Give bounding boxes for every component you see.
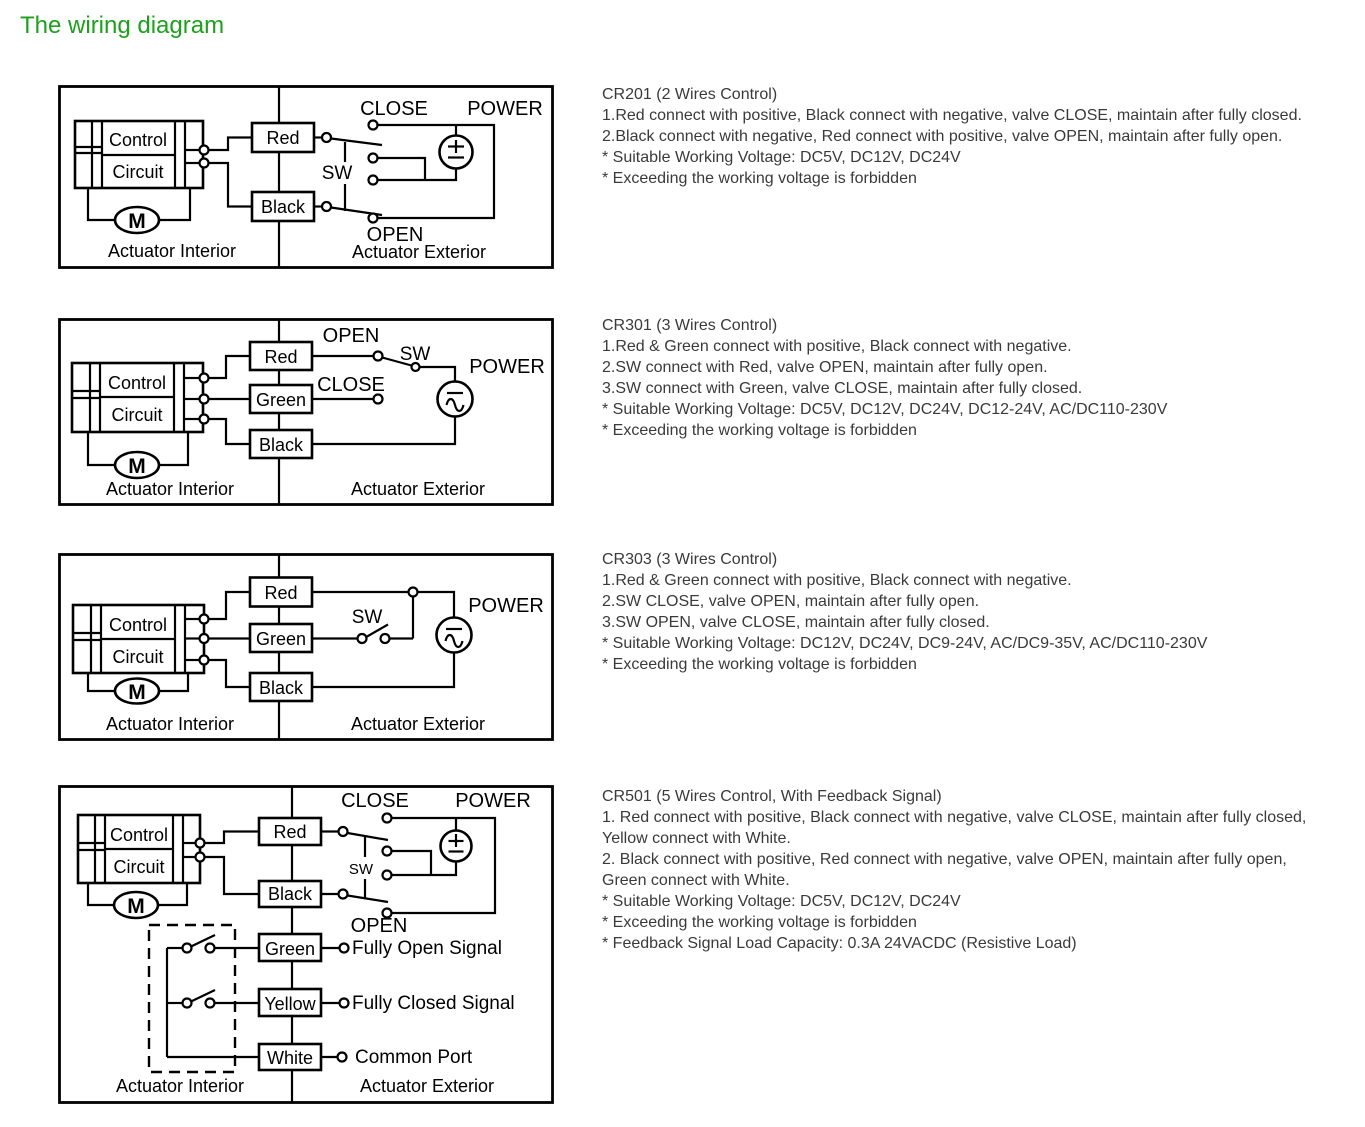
common-port-label: Common Port	[355, 1047, 473, 1068]
black-wire-label: Black	[258, 435, 304, 455]
description-line: * Feedback Signal Load Capacity: 0.3A 24VACDC (Resistive Load)	[602, 935, 1077, 952]
motor-label: M	[127, 895, 145, 918]
green-wire-box	[250, 385, 312, 413]
close-label: CLOSE	[317, 374, 385, 396]
description-line: 3.SW OPEN, valve CLOSE, maintain after fully closed.	[602, 614, 990, 631]
description-line: * Suitable Working Voltage: DC5V, DC12V, DC24V, DC12-24V, AC/DC110-230V	[602, 401, 1168, 418]
close-contact	[383, 814, 392, 823]
red-wire-box	[252, 123, 314, 152]
sw-label: SW	[321, 163, 353, 184]
power-label: POWER	[455, 790, 531, 812]
power-label: POWER	[467, 98, 543, 120]
black-wire-box	[252, 192, 314, 221]
white-wire-box	[259, 1044, 321, 1070]
contact	[383, 871, 392, 880]
red-wire-label: Red	[264, 347, 298, 367]
contact	[381, 634, 390, 643]
black-wire-label: Black	[258, 678, 304, 698]
motor-label: M	[128, 455, 146, 478]
white-wire-label: White	[266, 1048, 314, 1068]
motor-label: M	[128, 210, 146, 233]
description-line: 1.Red connect with positive, Black connect with negative, valve CLOSE, maintain after fully closed.	[602, 107, 1302, 124]
control-circuit-box	[75, 121, 209, 188]
cr301-description	[602, 315, 1167, 441]
cr201-schematic	[58, 85, 554, 269]
circuit-label: Circuit	[111, 405, 163, 425]
control-circuit-box	[72, 363, 209, 432]
terminal	[340, 944, 349, 953]
control-label: Control	[108, 615, 168, 635]
motor-label: M	[128, 681, 146, 704]
description-line: 1. Red connect with positive, Black connect with negative, valve CLOSE, maintain after fully closed,	[602, 809, 1307, 826]
red-wire-label: Red	[266, 128, 300, 148]
open-contact	[374, 352, 383, 361]
open-label: OPEN	[350, 915, 408, 937]
description-line: * Exceeding the working voltage is forbidden	[602, 914, 917, 931]
description-line: * Exceeding the working voltage is forbidden	[602, 170, 917, 187]
open-label: OPEN	[322, 325, 380, 347]
control-label: Control	[109, 825, 169, 845]
green-wire-label: Green	[255, 390, 307, 410]
terminal	[200, 415, 209, 424]
terminal	[196, 839, 205, 848]
black-wire-label: Black	[260, 197, 306, 217]
ac-source-icon	[438, 382, 473, 417]
sw-label: SW	[399, 344, 431, 365]
yellow-wire-box	[259, 989, 321, 1016]
contact	[383, 847, 392, 856]
black-wire-box	[250, 673, 312, 701]
terminal	[200, 159, 209, 168]
terminal	[338, 1053, 347, 1062]
description-line: 3.SW connect with Green, valve CLOSE, maintain after fully closed.	[602, 380, 1083, 397]
terminal	[200, 615, 209, 624]
ac-source-icon	[437, 618, 472, 653]
actuator-interior-label: Actuator Interior	[107, 241, 237, 261]
contact	[358, 634, 367, 643]
terminal	[200, 395, 209, 404]
terminal	[200, 374, 209, 383]
terminal	[200, 656, 209, 665]
yellow-wire-label: Yellow	[264, 994, 316, 1014]
green-wire-label: Green	[264, 939, 316, 959]
power-label: POWER	[469, 356, 545, 378]
close-label: CLOSE	[360, 98, 428, 120]
close-label: CLOSE	[341, 790, 409, 812]
actuator-interior-label: Actuator Interior	[105, 479, 235, 499]
black-wire-box	[250, 430, 312, 458]
red-wire-box	[250, 342, 312, 370]
description-line: * Exceeding the working voltage is forbidden	[602, 422, 917, 439]
red-wire-label: Red	[273, 822, 307, 842]
description-line: 1.Red & Green connect with positive, Black connect with negative.	[602, 572, 1072, 589]
actuator-exterior-label: Actuator Exterior	[351, 242, 487, 262]
control-circuit-box	[73, 605, 209, 673]
green-wire-label: Green	[255, 629, 307, 649]
circuit-label: Circuit	[112, 162, 164, 182]
terminal	[196, 853, 205, 862]
description-line: * Exceeding the working voltage is forbidden	[602, 656, 917, 673]
cr501-schematic	[58, 785, 554, 1104]
page-title: The wiring diagram	[20, 12, 225, 39]
actuator-interior-label: Actuator Interior	[115, 1076, 245, 1096]
terminal	[200, 146, 209, 155]
actuator-exterior-label: Actuator Exterior	[350, 479, 486, 499]
description-line: CR501 (5 Wires Control, With Feedback Signal)	[602, 788, 942, 805]
circuit-label: Circuit	[112, 647, 164, 667]
sw-label: SW	[351, 607, 383, 628]
control-circuit-box	[78, 815, 205, 883]
description-line: 1.Red & Green connect with positive, Black connect with negative.	[602, 338, 1072, 355]
description-line: 2.Black connect with negative, Red connect with positive, valve OPEN, maintain after fully open.	[602, 128, 1283, 145]
description-line: * Suitable Working Voltage: DC12V, DC24V, DC9-24V, AC/DC9-35V, AC/DC110-230V	[602, 635, 1208, 652]
description-line: 2.SW connect with Red, valve OPEN, maintain after fully open.	[602, 359, 1048, 376]
black-wire-label: Black	[267, 884, 313, 904]
description-line: 2. Black connect with positive, Red connect with negative, valve OPEN, maintain after fully open,	[602, 851, 1287, 868]
terminal	[340, 999, 349, 1008]
cr201-description	[602, 84, 1302, 189]
open-contact	[369, 214, 378, 223]
description-line: CR201 (2 Wires Control)	[602, 86, 778, 103]
description-line: Yellow connect with White.	[602, 830, 791, 847]
description-line: * Suitable Working Voltage: DC5V, DC12V, DC24V	[602, 149, 961, 166]
description-line: * Suitable Working Voltage: DC5V, DC12V, DC24V	[602, 893, 961, 910]
actuator-exterior-label: Actuator Exterior	[350, 714, 486, 734]
terminal	[200, 634, 209, 643]
red-wire-box	[259, 818, 321, 845]
control-label: Control	[107, 373, 167, 393]
description-line: Green connect with White.	[602, 872, 790, 889]
description-line: CR301 (3 Wires Control)	[602, 317, 778, 334]
fully-open-signal-label: Fully Open Signal	[352, 938, 502, 959]
description-line: CR303 (3 Wires Control)	[602, 551, 778, 568]
close-contact	[369, 121, 378, 130]
circuit-label: Circuit	[113, 857, 165, 877]
power-label: POWER	[468, 595, 544, 617]
junction	[409, 588, 418, 597]
contact	[369, 154, 378, 163]
open-label: OPEN	[366, 224, 424, 246]
fully-closed-signal-label: Fully Closed Signal	[352, 993, 515, 1014]
cr303-schematic	[58, 553, 554, 741]
cr501-description	[602, 786, 1306, 954]
red-wire-box	[250, 578, 312, 607]
sw-label: SW	[348, 861, 374, 878]
control-label: Control	[108, 130, 168, 150]
description-line: 2.SW CLOSE, valve OPEN, maintain after fully open.	[602, 593, 980, 610]
cr301-schematic	[58, 318, 554, 506]
actuator-exterior-label: Actuator Exterior	[359, 1076, 495, 1096]
green-wire-box	[250, 624, 312, 652]
actuator-interior-label: Actuator Interior	[105, 714, 235, 734]
contact	[369, 176, 378, 185]
cr303-description	[602, 549, 1207, 675]
red-wire-label: Red	[264, 583, 298, 603]
black-wire-box	[259, 881, 321, 907]
green-wire-box	[259, 934, 321, 961]
